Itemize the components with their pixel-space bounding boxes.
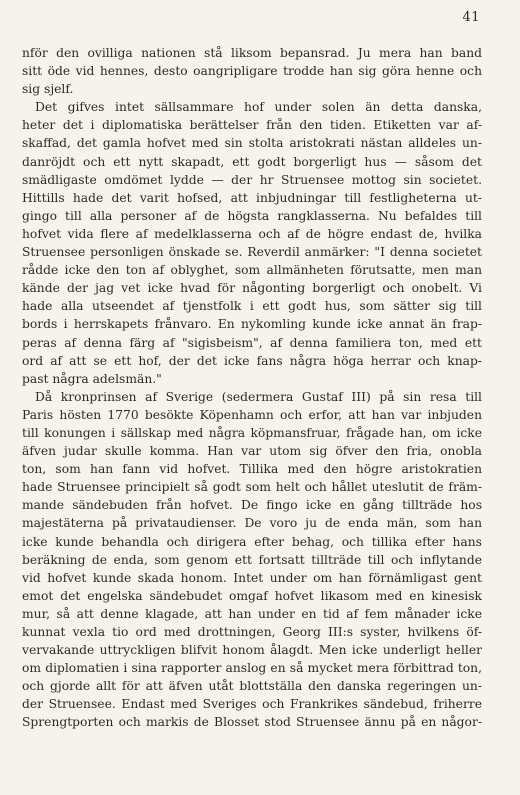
text-line: äfven judar skulle komma. Han var utom sig öfver den fria, onobla <box>22 444 482 459</box>
page-number: 41 <box>462 10 480 25</box>
text-line: och gjorde allt för att äfven utåt blottställa den danska regeringen un- <box>22 679 482 694</box>
text-line: nför den ovilliga nationen stå liksom bepansrad. Ju mera han band <box>22 46 482 60</box>
text-line: om diplomatien i sina rapporter anslog en så mycket mera förbittrad ton, <box>22 661 482 676</box>
text-line: Det gifves intet sällsammare hof under solen än detta danska, <box>35 100 482 115</box>
text-line: past några adelsmän." <box>22 371 162 386</box>
text-line: peras af denna färg af "sigisbeism", af denna familiera ton, med ett <box>22 335 482 350</box>
text-line: vid hofvet kunde skada honom. Intet under om han förnämligast gent <box>22 570 482 585</box>
text-line: mande sändebuden från hofvet. De fingo icke en gång tillträde hos <box>22 498 482 513</box>
text-line: mur, så att denne klagade, att han under en tid af fem månader icke <box>22 606 482 621</box>
text-line: hade alla utseendet af tjenstfolk i ett godt hus, som sätter sig till <box>22 299 482 314</box>
text-line: heter det i diplomatiska berättelser från den tiden. Etiketten var af- <box>22 118 482 133</box>
text-line: till konungen i sällskap med några köpmansfruar, frågade han, om icke <box>22 425 482 440</box>
text-line: icke kunde behandla och dirigera efter behag, och tillika efter hans <box>22 534 482 549</box>
text-line: vervakande uttryckligen blifvit honom ålagdt. Men icke underligt heller <box>22 643 482 658</box>
text-line: Struensee personligen önskade se. Reverdil anmärker: "I denna societet <box>22 245 482 260</box>
text-line: majestäterna på privataudienser. De voro ju de enda män, som han <box>22 516 482 531</box>
text-line: ton, som han fann vid hofvet. Tillika med den högre aristokratien <box>22 462 482 477</box>
text-line: hade Struensee principielt så godt som helt och hållet uteslutit de främ- <box>22 480 482 495</box>
text-line: Hittills hade det varit hofsed, att inbjudningar till festligheterna ut- <box>22 190 482 205</box>
text-line: der Struensee. Endast med Sveriges och Frankrikes sändebud, friherre <box>22 697 482 712</box>
text-line: kunnat vexla tio ord med drottningen, Georg III:s syster, hvilkens öf- <box>22 625 482 639</box>
text-line: hofvet vida flere af medelklasserna och af de högre endast de, hvilka <box>22 226 482 241</box>
text-line: Paris hösten 1770 besökte Köpenhamn och erfor, att han var inbjuden <box>22 407 482 422</box>
body-text <box>22 44 482 732</box>
text-line: danröjdt och ett nytt skapadt, ett godt borgerligt hus — såsom det <box>22 154 482 169</box>
text-line: Sprengtporten och markis de Blosset stod Struensee ännu på en någor- <box>22 715 482 730</box>
text-line: Då kronprinsen af Sverige (sedermera Gustaf III) på sin resa till <box>35 389 482 404</box>
text-line: sig sjelf. <box>22 82 74 97</box>
text-line: sitt öde vid hennes, desto oangripligare trodde han sig göra henne och <box>22 64 482 79</box>
text-line: rådde icke den ton af oblyghet, som allmänheten förutsatte, men man <box>22 263 482 278</box>
text-line: ord af att se ett hof, der det icke fans några höga herrar och knap- <box>22 353 482 368</box>
text-line: kände der jag vet icke hvad för någonting borgerligt och onobelt. Vi <box>22 281 482 296</box>
text-line: bords i herrskapets frånvaro. En nykomling kunde icke annat än frap- <box>22 317 482 332</box>
text-line: smädligaste omdömet lydde — der hr Struensee mottog sin societet. <box>22 172 482 187</box>
text-line: beräkning de enda, som genom ett fortsatt tillträde till och inflytande <box>22 552 482 567</box>
text-line: gingo till alla personer af de högsta rangklasserna. Nu befaldes till <box>22 208 482 223</box>
text-line: emot det engelska sändebudet omgaf hofvet likasom med en kinesisk <box>22 588 482 603</box>
text-line: skaffad, det gamla hofvet med sin stolta aristokrati nästan alldeles un- <box>22 136 482 151</box>
